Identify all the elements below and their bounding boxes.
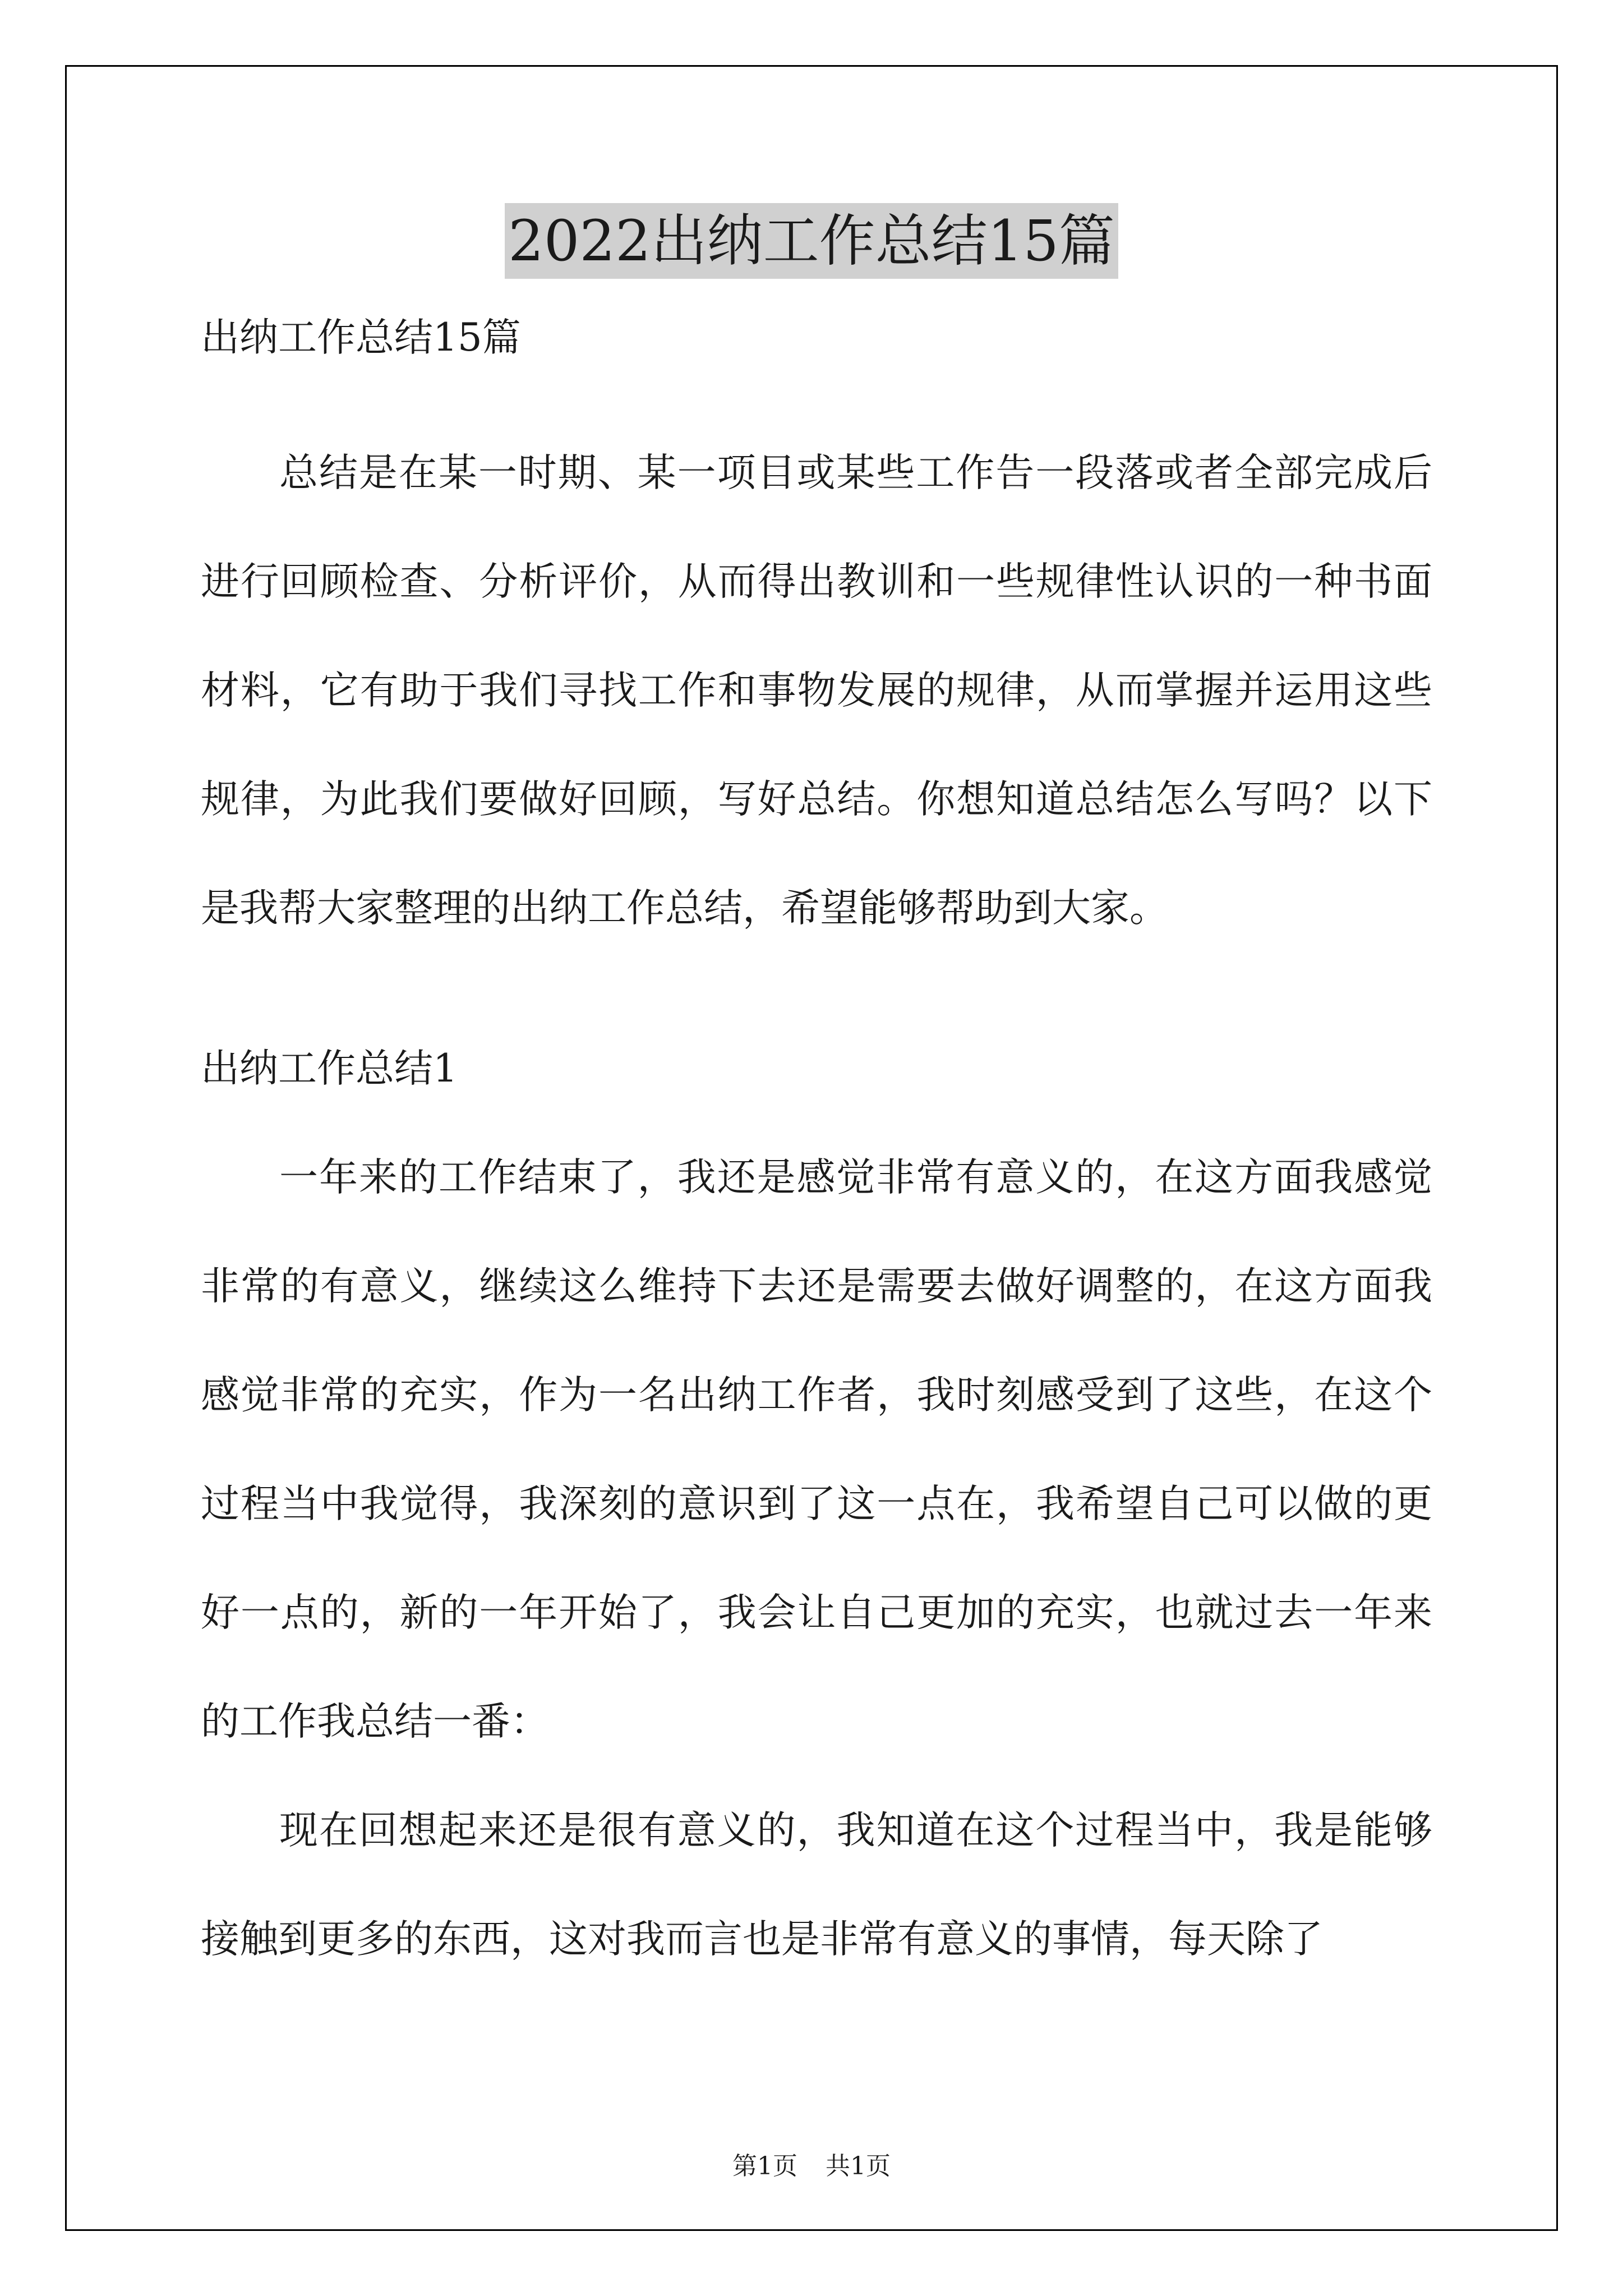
title-wrapper bbox=[0, 203, 1623, 279]
section-paragraph: 现在回想起来还是很有意义的，我知道在这个过程当中，我是能够接触到更多的东西，这对我而言也是非常有意义的事情，每天除了 bbox=[201, 1808, 1432, 1962]
section-heading: 出纳工作总结1 bbox=[201, 1046, 458, 1091]
page-number-label: 第1页 bbox=[732, 2152, 797, 2180]
section-paragraph: 一年来的工作结束了，我还是感觉非常有意义的，在这方面我感觉非常的有意义，继续这么维持下去还是需要去做好调整的，在这方面我感觉非常的充实，作为一名出纳工作者，我时刻感受到了这些，在这个过程当中我觉得，我深刻的意识到了这一点在，我希望自己可以做的更好一点的，新的一年开始了，我会让自己更加的充实，也就过去一年来的工作我总结一番： bbox=[201, 1155, 1432, 1744]
page-footer bbox=[0, 2150, 1623, 2183]
document-body bbox=[201, 310, 1432, 1994]
spacer bbox=[201, 366, 1432, 418]
document-title: 2022出纳工作总结15篇 bbox=[505, 203, 1118, 279]
intro-paragraph: 总结是在某一时期、某一项目或某些工作告一段落或者全部完成后进行回顾检查、分析评价，从而得出教训和一些规律性认识的一种书面材料，它有助于我们寻找工作和事物发展的规律，从而掌握并运用这些规律，为此我们要做好回顾，写好总结。你想知道总结怎么写吗？以下是我帮大家整理的出纳工作总结，希望能够帮助到大家。 bbox=[201, 450, 1432, 931]
document-subtitle: 出纳工作总结15篇 bbox=[201, 315, 521, 360]
spacer bbox=[201, 963, 1432, 1014]
total-pages-label: 共1页 bbox=[826, 2152, 891, 2180]
